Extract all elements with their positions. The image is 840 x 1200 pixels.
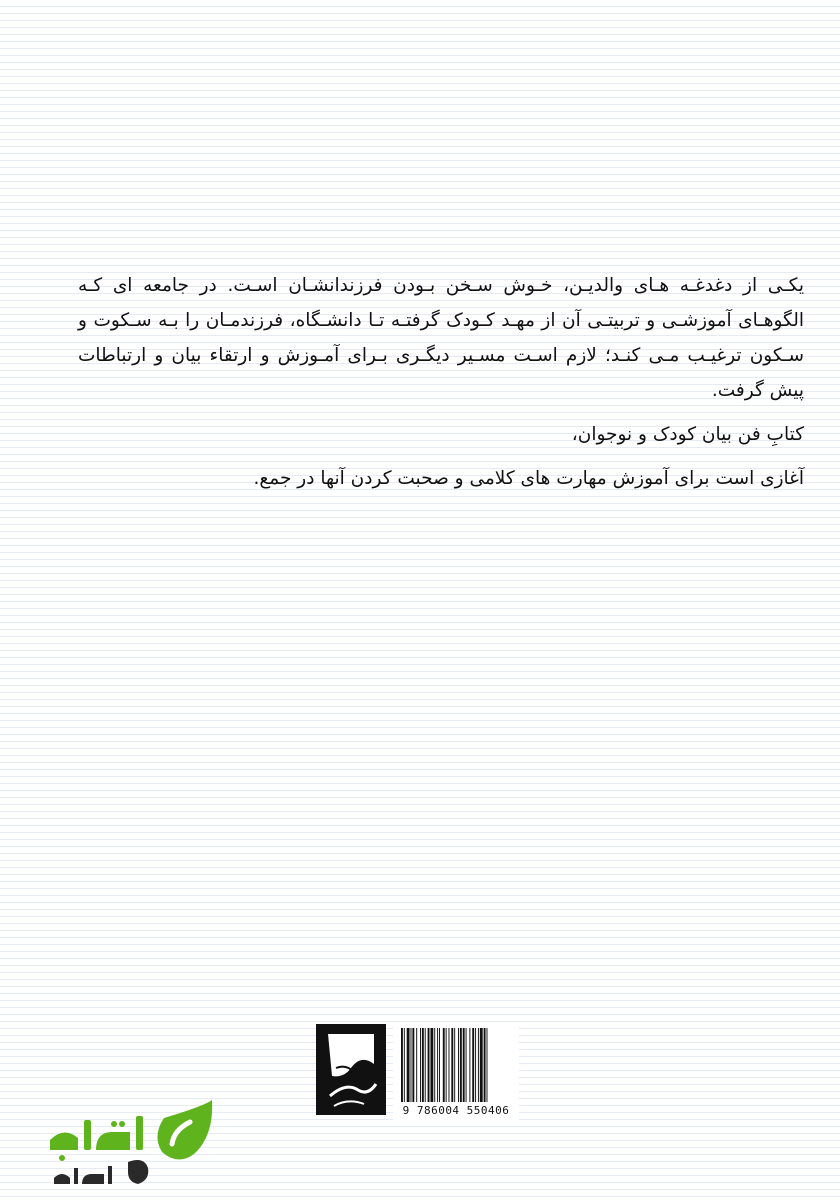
publisher-emblem-icon	[316, 1024, 386, 1115]
barcode-bar	[443, 1028, 445, 1102]
barcode-bar	[478, 1028, 479, 1102]
barcode-bar	[458, 1028, 459, 1102]
barcode-bar	[449, 1028, 450, 1102]
barcode-bar	[412, 1028, 414, 1102]
barcode-bar	[475, 1028, 476, 1102]
isbn-barcode	[393, 1024, 519, 1124]
isbn-digits: 9 786004 550406	[402, 1104, 510, 1117]
barcode-bar	[404, 1028, 405, 1102]
barcode-bar	[480, 1028, 483, 1102]
barcode-bar	[487, 1028, 488, 1102]
barcode-bar	[446, 1028, 447, 1102]
barcode-bar	[411, 1028, 412, 1102]
ketabrah-logo-icon	[44, 1096, 220, 1192]
barcode-bar	[416, 1028, 417, 1102]
barcode-bar	[460, 1028, 462, 1102]
barcode-bar	[439, 1028, 440, 1102]
barcode-bar	[425, 1028, 426, 1102]
barcode-bar	[469, 1028, 470, 1102]
barcode-bar	[422, 1028, 424, 1102]
barcode-bar	[472, 1028, 474, 1102]
blurb-book-title-line: کتابِ فن بیان کودک و نوجوان،	[571, 424, 804, 445]
barcode-bar	[430, 1028, 433, 1102]
barcode-bar	[420, 1028, 421, 1102]
barcode-bar	[451, 1028, 453, 1102]
barcode-bar	[454, 1028, 455, 1102]
blurb-closing-line: آغازی است برای آموزش مهارت های کلامی و صحبت کردن آنها در جمع.	[253, 468, 804, 489]
barcode-bar	[407, 1028, 410, 1102]
barcode-bar	[484, 1028, 486, 1102]
barcode-bars-icon	[401, 1028, 513, 1102]
blurb-paragraph: یکـی از دغدغـه هـای والدیـن، خـوش سـخن بـودن فرزندانشـان اسـت. در جامعه ای کـه الگوهـای آموزشـی و تربیتـی آن از مهـد کـودک گرفتـه تـا دانشـگاه، فرزندمـان را بـه سـکوت و سـکون ترغیـب مـی کنـد؛ لازم اسـت مسـیر دیگـری بـرای آمـوزش و ارتقاء بیان و ارتباطات پیش گرفت.	[78, 275, 804, 401]
back-cover-blurb	[78, 268, 804, 496]
barcode-bar	[437, 1028, 438, 1102]
barcode-bar	[434, 1028, 435, 1102]
barcode-bar	[401, 1028, 403, 1102]
barcode-bar	[463, 1028, 465, 1102]
barcode-bar	[466, 1028, 467, 1102]
barcode-bar	[428, 1028, 430, 1102]
